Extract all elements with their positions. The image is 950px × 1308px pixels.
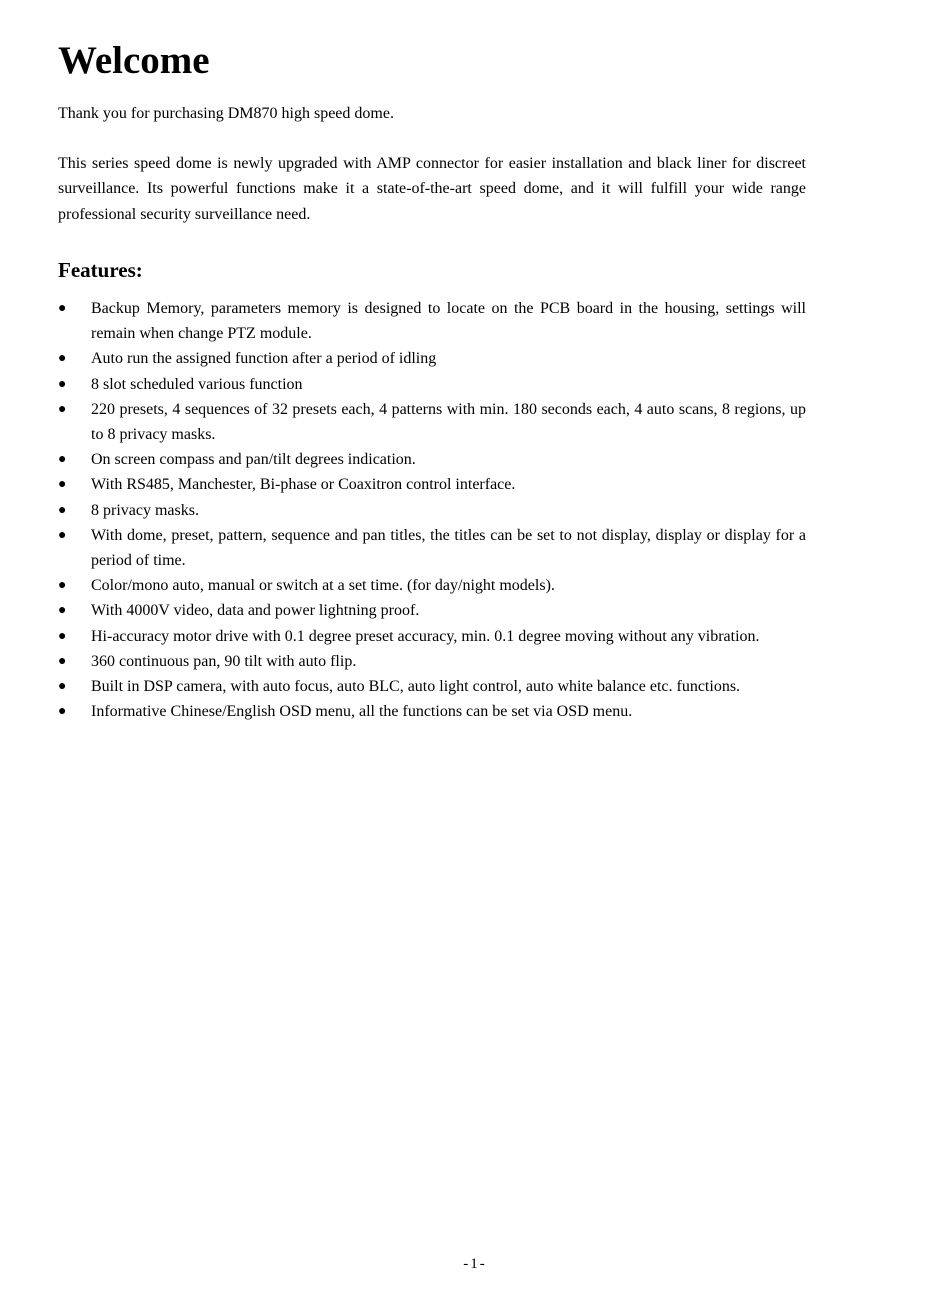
feature-item [58,447,806,472]
feature-item [58,649,806,674]
feature-text: Color/mono auto, manual or switch at a set time. (for day/night models). [91,577,555,595]
page-number: -1- [463,1256,487,1272]
feature-item [58,699,806,724]
features-heading: Features: [58,258,143,282]
feature-item [58,523,806,573]
feature-text: With 4000V video, data and power lightning proof. [91,602,420,620]
bullet-icon: ● [58,477,67,493]
document-page [58,38,806,724]
feature-item [58,296,806,346]
feature-item [58,624,806,649]
feature-text: Informative Chinese/English OSD menu, all the functions can be set via OSD menu. [91,703,633,721]
feature-text: 360 continuous pan, 90 tilt with auto flip. [91,652,357,670]
feature-item [58,397,806,447]
feature-text: 8 slot scheduled various function [91,375,303,393]
feature-item [58,472,806,497]
intro-paragraph: Thank you for purchasing DM870 high speed dome. [58,105,394,122]
feature-item [58,346,806,371]
feature-text: 220 presets, 4 sequences of 32 presets each, 4 patterns with min. 180 seconds each, 4 auto scans, 8 regions, up to 8 privacy masks. [91,400,806,444]
feature-text: With RS485, Manchester, Bi-phase or Coaxitron control interface. [91,476,516,494]
bullet-icon: ● [58,578,67,594]
feature-item [58,573,806,598]
page-title: Welcome [58,39,210,82]
bullet-icon: ● [58,502,67,518]
features-list [58,296,806,724]
bullet-icon: ● [58,401,67,417]
feature-item [58,372,806,397]
bullet-icon: ● [58,376,67,392]
series-paragraph: This series speed dome is newly upgraded with AMP connector for easier installation and black liner for discreet surveillance. Its powerful functions make it a state-of-the-art speed dome, and it will fulfill your wide range professional security surveillance need. [58,154,806,223]
feature-text: Built in DSP camera, with auto focus, auto BLC, auto light control, auto white balance etc. functions. [91,678,741,696]
bullet-icon: ● [58,603,67,619]
bullet-icon: ● [58,704,67,720]
bullet-icon: ● [58,452,67,468]
feature-item [58,674,806,699]
feature-item [58,598,806,623]
feature-text: Hi-accuracy motor drive with 0.1 degree preset accuracy, min. 0.1 degree moving without any vibration. [91,627,760,645]
feature-text: 8 privacy masks. [91,501,199,519]
bullet-icon: ● [58,351,67,367]
feature-text: With dome, preset, pattern, sequence and pan titles, the titles can be set to not display, display or display for a period of time. [91,526,806,570]
feature-text: Backup Memory, parameters memory is designed to locate on the PCB board in the housing, settings will remain when change PTZ module. [91,300,806,343]
feature-text: Auto run the assigned function after a period of idling [91,350,437,368]
bullet-icon: ● [58,628,67,644]
feature-item [58,498,806,523]
bullet-icon: ● [58,527,67,543]
bullet-icon: ● [58,653,67,669]
bullet-icon: ● [58,301,67,316]
bullet-icon: ● [58,679,67,695]
feature-text: On screen compass and pan/tilt degrees indication. [91,451,416,469]
